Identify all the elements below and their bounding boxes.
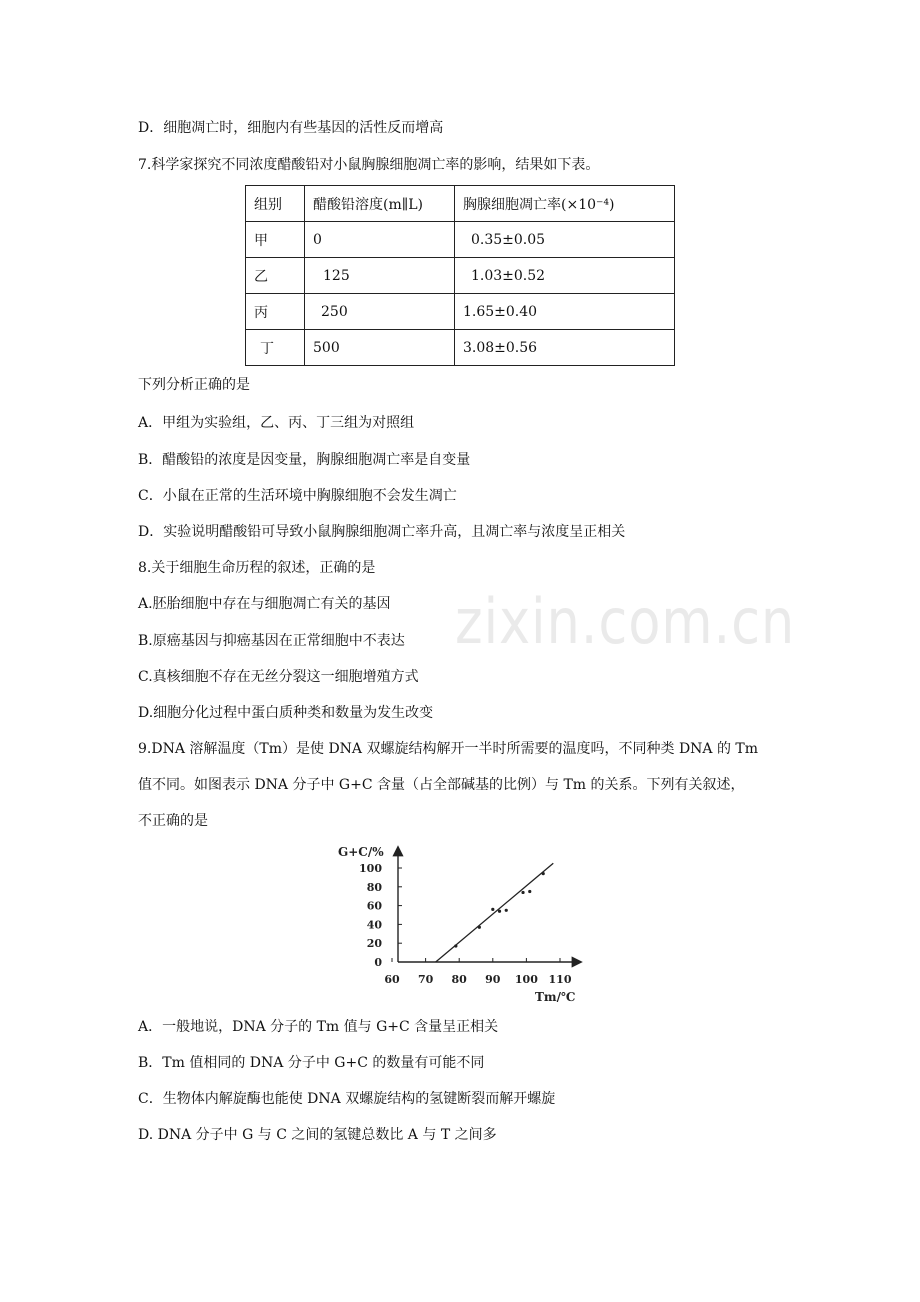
y-tick-label: 40 — [366, 918, 382, 932]
data-point — [521, 891, 524, 894]
q8-option-d: D.细胞分化过程中蛋白质种类和数量为发生改变 — [138, 705, 434, 721]
q8-option-a: A.胚胎细胞中存在与细胞凋亡有关的基因 — [138, 596, 391, 612]
data-point — [528, 890, 531, 893]
y-tick-label: 20 — [366, 937, 382, 951]
fit-line — [436, 863, 554, 962]
data-point — [498, 910, 501, 913]
q9-option-d: D. DNA 分子中 G 与 C 之间的氢键总数比 A 与 T 之间多 — [138, 1127, 497, 1143]
q9-stem-line-1: 9.DNA 溶解温度（Tm）是使 DNA 双螺旋结构解开一半时所需要的温度吗，不同种类 DNA 的 Tm — [138, 741, 759, 757]
table-row — [246, 294, 675, 330]
q8-stem: 8.关于细胞生命历程的叙述，正确的是 — [138, 560, 376, 576]
y-tick-label: 80 — [366, 880, 382, 894]
q9-option-b: B．Tm 值相同的 DNA 分子中 G+C 的数量有可能不同 — [138, 1055, 485, 1071]
lead-acetate-table — [245, 185, 675, 366]
q7-option-d: D．实验说明醋酸铅可导致小鼠胸腺细胞凋亡率升高，且凋亡率与浓度呈正相关 — [138, 524, 626, 540]
table-cell: 甲 — [246, 222, 305, 258]
data-point — [542, 872, 545, 875]
table-row — [246, 222, 675, 258]
q7-prompt: 下列分析正确的是 — [138, 377, 250, 393]
y-tick-label: 100 — [359, 862, 382, 875]
y-tick-label: 60 — [366, 899, 382, 913]
x-tick-label: 80 — [451, 973, 467, 986]
table-row — [246, 330, 675, 366]
q9-stem-line-3: 不正确的是 — [138, 813, 208, 829]
q7-stem: 7.科学家探究不同浓度醋酸铅对小鼠胸腺细胞凋亡率的影响，结果如下表。 — [138, 157, 600, 173]
data-point — [478, 926, 481, 929]
q7-option-a: A．甲组为实验组，乙、丙、丁三组为对照组 — [138, 415, 415, 431]
table-cell: 乙 — [246, 258, 305, 294]
x-tick-label: 90 — [485, 973, 501, 986]
data-point — [454, 944, 457, 947]
q8-option-c: C.真核细胞不存在无丝分裂这一细胞增殖方式 — [138, 669, 419, 685]
table-cell: 125 — [305, 258, 455, 294]
table-cell: 1.03±0.52 — [455, 258, 675, 294]
table-cell: 丙 — [246, 294, 305, 330]
q7-option-c: C．小鼠在正常的生活环境中胸腺细胞不会发生凋亡 — [138, 488, 457, 504]
x-tick-label: 70 — [417, 973, 434, 986]
table-cell: 3.08±0.56 — [455, 330, 675, 366]
table-cell: 1.65±0.40 — [455, 294, 675, 330]
table-header-group: 组别 — [246, 186, 305, 222]
data-point — [491, 908, 494, 911]
q7-option-b: B．醋酸铅的浓度是因变量，胸腺细胞凋亡率是自变量 — [138, 452, 471, 468]
table-header-row — [246, 186, 675, 222]
q9-option-a: A．一般地说，DNA 分子的 Tm 值与 G+C 含量呈正相关 — [138, 1019, 499, 1035]
q9-option-c: C．生物体内解旋酶也能使 DNA 双螺旋结构的氢键断裂而解开螺旋 — [138, 1091, 556, 1107]
x-tick-label: 100 — [514, 973, 538, 986]
q8-option-b: B.原癌基因与抑癌基因在正常细胞中不表达 — [138, 633, 405, 649]
x-tick-label: 60 — [384, 973, 400, 986]
x-tick-label: 110 — [548, 973, 572, 986]
q6-option-d: D．细胞凋亡时，细胞内有些基因的活性反而增高 — [138, 120, 444, 136]
x-axis-label: Tm/℃ — [535, 990, 576, 1004]
data-point — [505, 909, 508, 912]
watermark: zixin.com.cn — [455, 585, 796, 658]
table-row — [246, 258, 675, 294]
table-cell: 0 — [305, 222, 455, 258]
table-cell: 500 — [305, 330, 455, 366]
q9-stem-line-2: 值不同。如图表示 DNA 分子中 G+C 含量（占全部碱基的比例）与 Tm 的关系。下列有关叙述， — [138, 777, 745, 793]
table-cell: 250 — [305, 294, 455, 330]
table-cell: 0.35±0.05 — [455, 222, 675, 258]
table-cell: 丁 — [246, 330, 305, 366]
y-axis-label: G+C/% — [338, 845, 384, 859]
table-header-apoptosis-rate: 胸腺细胞凋亡率(×10⁻⁴) — [455, 186, 675, 222]
y-tick-label: 0 — [374, 956, 382, 969]
gc-tm-chart — [330, 838, 590, 1008]
table-header-concentration: 醋酸铅溶度(m∥L) — [305, 186, 455, 222]
